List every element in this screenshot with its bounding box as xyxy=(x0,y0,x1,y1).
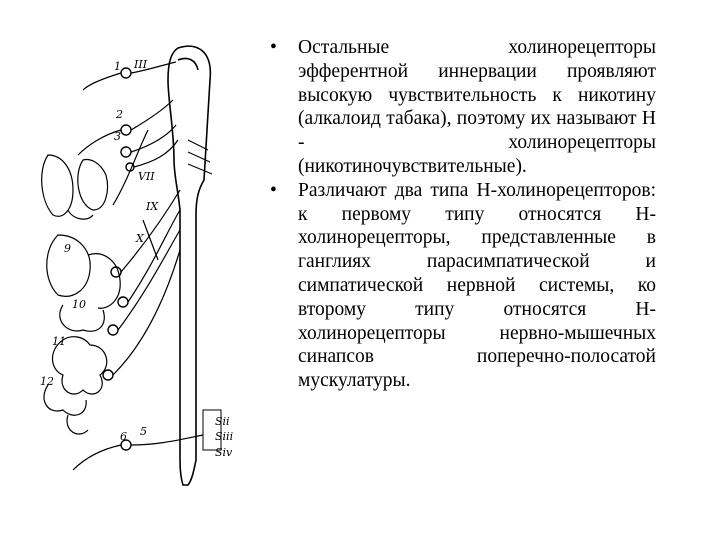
lungs-heart xyxy=(42,155,108,219)
svg-text:6: 6 xyxy=(120,430,127,443)
bullet-marker: • xyxy=(270,179,277,201)
svg-text:III: III xyxy=(134,58,148,71)
svg-text:9: 9 xyxy=(64,242,71,255)
svg-text:5: 5 xyxy=(140,425,147,438)
bullet-text-2: Различают два типа Н-холинорецепторов: к первому типу относятся Н-холинорецепторы, представленные в ганглиях парасимпатической и симпатической нервной системы, ко второму типу относятся Н-холинорецепторы нервно-мышечных синапсов поперечно-полосатой мускулатуры. xyxy=(298,179,656,392)
svg-text:1: 1 xyxy=(114,60,121,73)
nerve-fibers xyxy=(73,62,203,470)
spinal-cord xyxy=(168,46,210,485)
bullet-marker: • xyxy=(270,37,277,58)
bullet-list xyxy=(268,36,656,393)
svg-text:10: 10 xyxy=(72,298,86,311)
svg-text:12: 12 xyxy=(40,375,54,388)
svg-text:VII: VII xyxy=(138,170,155,183)
svg-text:Siii: Siii xyxy=(215,430,234,443)
svg-text:2: 2 xyxy=(116,108,123,121)
slide-text xyxy=(268,36,656,393)
bullet-item-2 xyxy=(268,179,656,393)
svg-text:Sii: Sii xyxy=(215,415,230,428)
svg-text:IX: IX xyxy=(146,200,159,213)
bullet-text-1: Остальные холинорецепторы эфферентной иннервации проявляют высокую чувствительность к никотину (алкалоид табака), поэтому их называют Н - холинорецепторы (никотиночувствительные). xyxy=(298,37,656,177)
ganglia xyxy=(103,68,134,450)
svg-text:11: 11 xyxy=(52,335,66,348)
autonomic-nervous-system-diagram xyxy=(28,40,243,500)
bullet-item-1 xyxy=(268,36,656,179)
svg-text:Siv: Siv xyxy=(215,446,233,459)
diagram-labels xyxy=(40,58,233,459)
svg-text:3: 3 xyxy=(114,130,121,143)
svg-text:X: X xyxy=(136,232,144,245)
